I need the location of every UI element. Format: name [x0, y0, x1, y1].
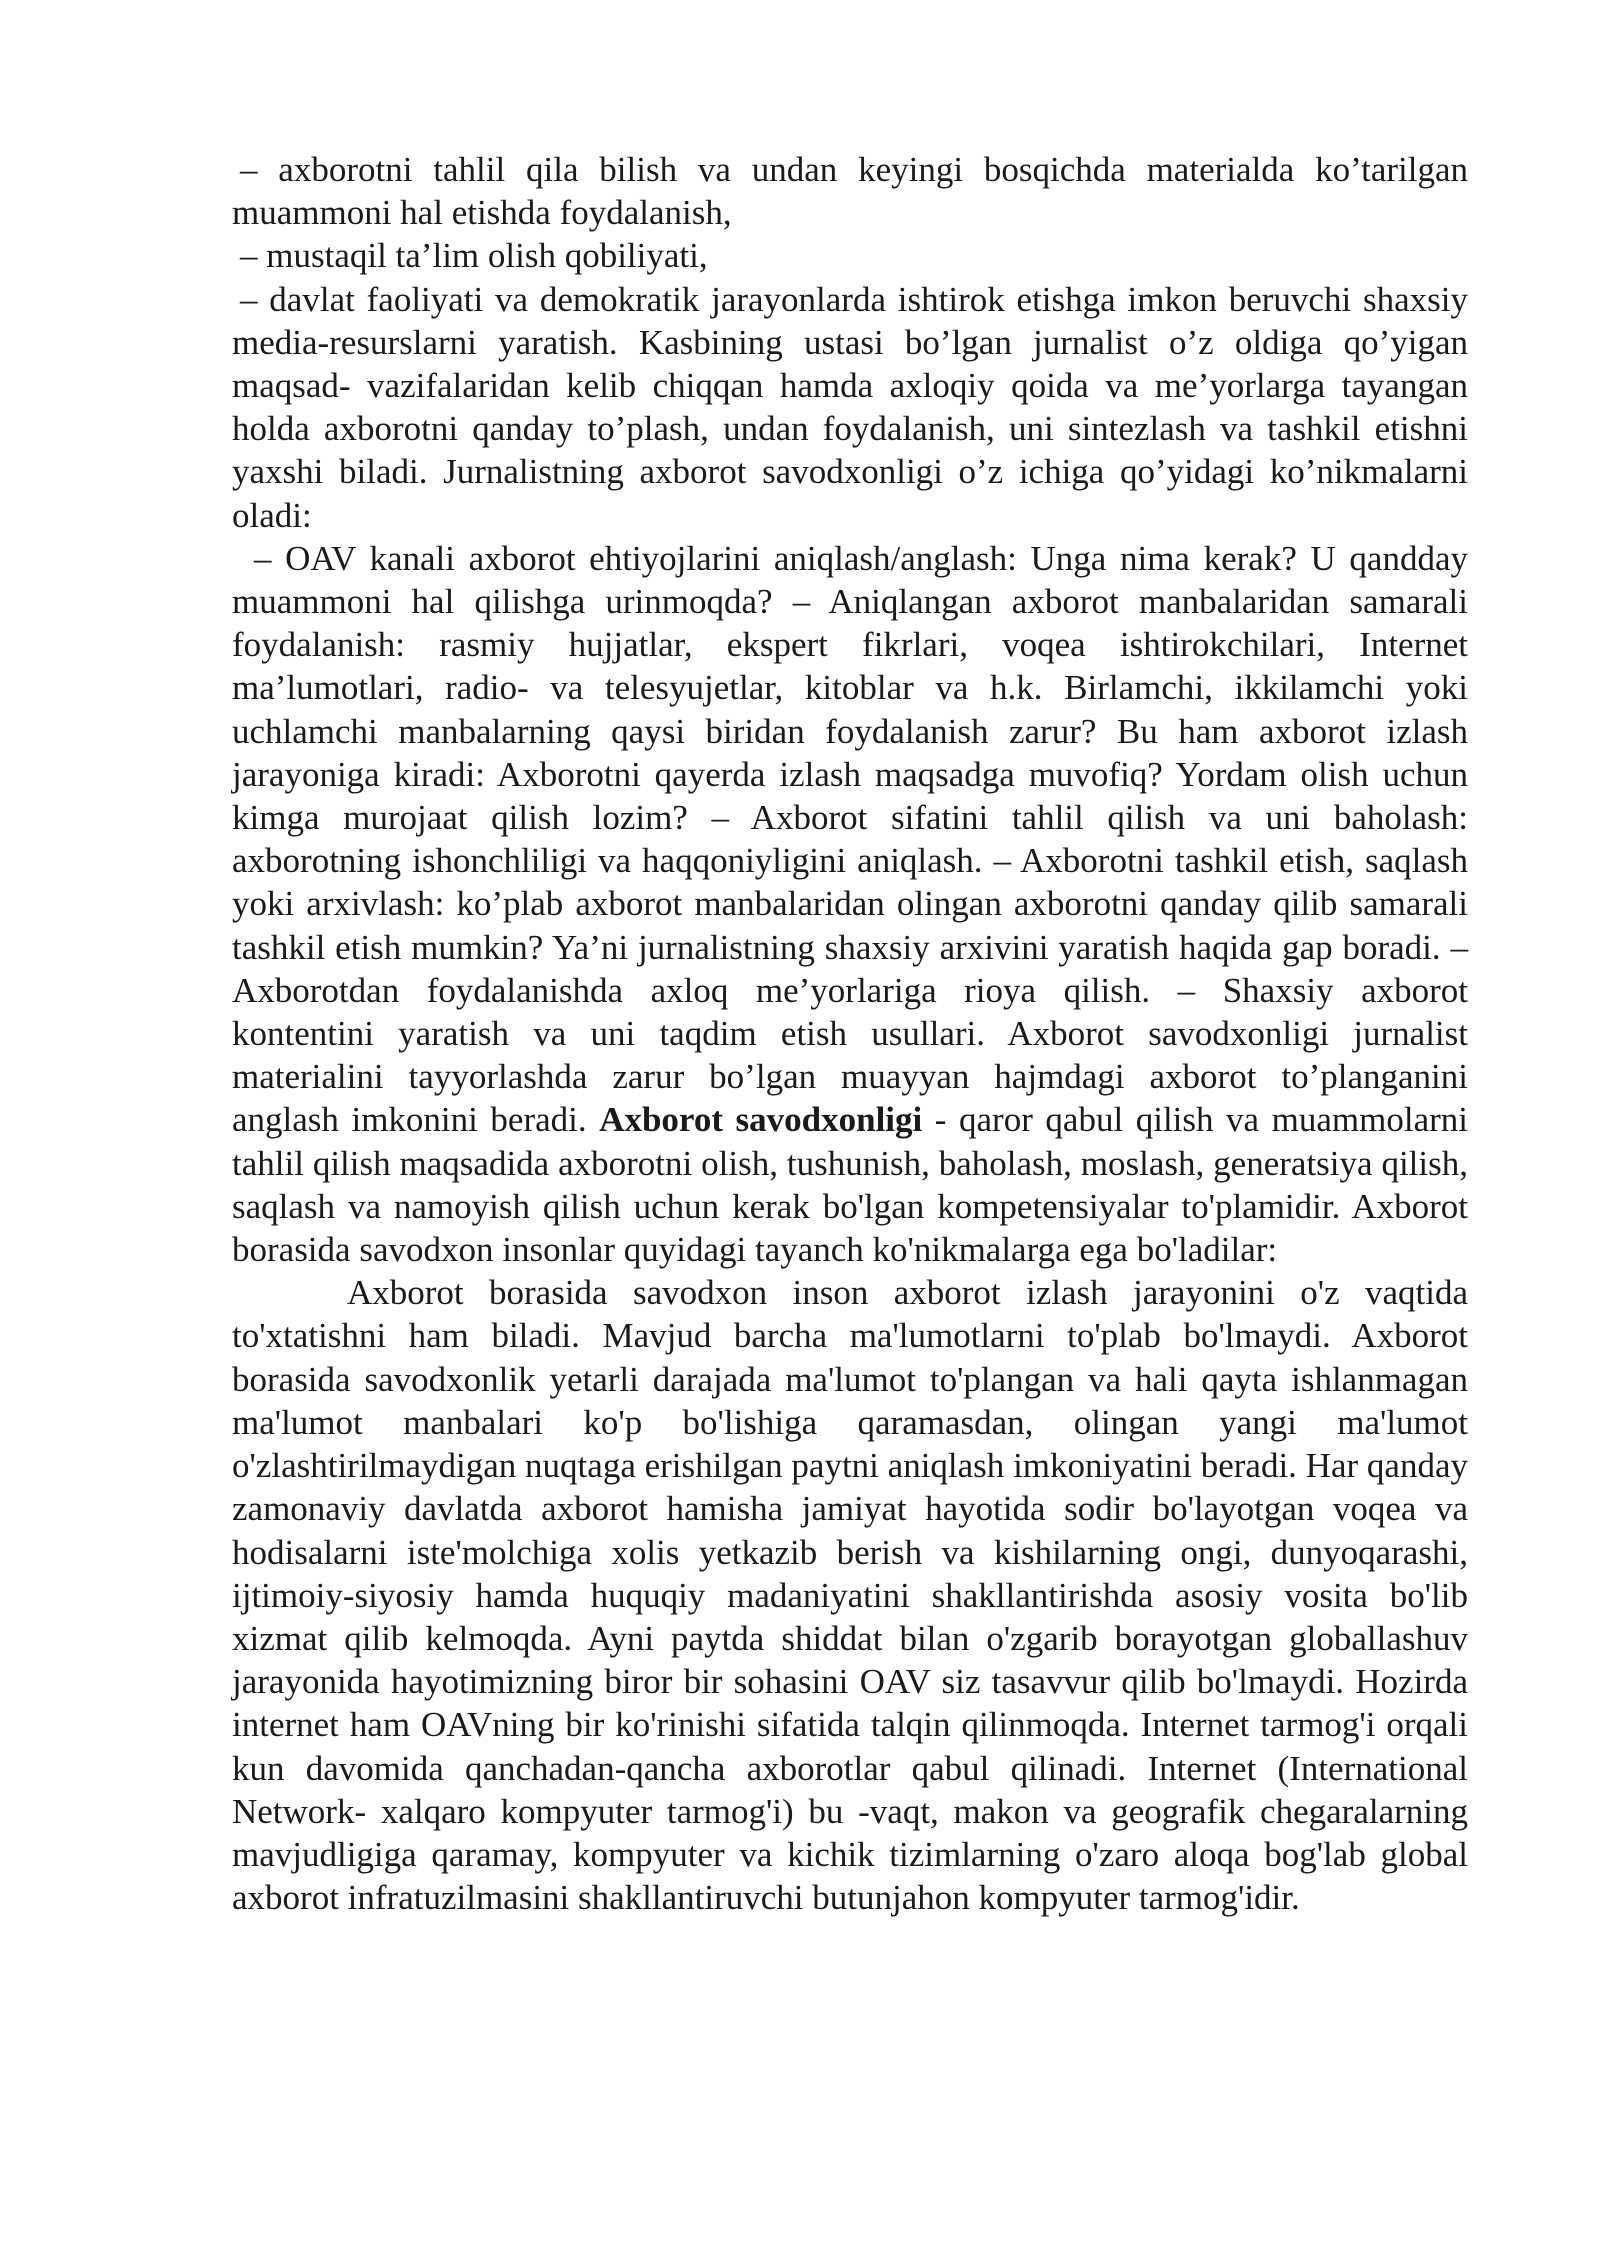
paragraph-3: – davlat faoliyati va demokratik jarayonlarda ishtirok etishga imkon beruvchi shaxsiy media-resurslarni yaratish. Kasbining ustasi bo’lgan jurnalist o’z oldiga qo’yigan maqsad- vazifalaridan kelib chiqqan hamda axloqiy qoida va me’yorlarga tayangan holda axborotni qanday to’plash, undan foydalanish, uni sintezlash va tashkil etishni yaxshi biladi. Jurnalistning axborot savodxonligi o’z ichiga qo’yidagi ko’nikmalarni oladi: — [232, 279, 1468, 535]
term-axborot-savodxonligi: Axborot savodxonligi — [599, 1100, 923, 1140]
paragraph-4-tail: - qaror qabul qilish va muammolarni tahlil qilish maqsadida axborotni olish, tushunish, baholash, moslash, generatsiya qilish, saqlash va namoyish qilish uchun kerak bo'lgan kompetensiyalar to'plamidir. Axborot borasida savodxon insonlar quyidagi tayanch ko'nikmalarga ega bo'ladilar: — [232, 1100, 1468, 1270]
paragraph-2: – mustaqil ta’lim olish qobiliyati, — [240, 236, 708, 276]
paragraph-1: – axborotni tahlil qila bilish va undan keyingi bosqichda materialda ko’tarilgan muammoni hal etishda foydalanish, — [232, 150, 1468, 233]
paragraph-4 — [232, 537, 1468, 1271]
paragraph-4-text: – OAV kanali axborot ehtiyojlarini aniqlash/anglash: Unga nima kerak? U qandday muammoni hal qilishga urinmoqda? – Aniqlangan axborot manbalaridan samarali foydalanish: rasmiy hujjatlar, ekspert fikrlari, voqea ishtirokchilari, Internet ma’lumotlari, radio- va telesyujetlar, kitoblar va h.k. Birlamchi, ikkilamchi yoki uchlamchi manbalarning qaysi biridan foydalanish zarur? Bu ham axborot izlash jarayoniga kiradi: Axborotni qayerda izlash maqsadga muvofiq? Yordam olish uchun kimga murojaat qilish lozim? – Axborot sifatini tahlil qilish va uni baholash: axborotning ishonchliligi va haqqoniyligini aniqlash. – Axborotni tashkil etish, saqlash yoki arxivlash: ko’plab axborot manbalaridan olingan axborotni qanday qilib samarali tashkil etish mumkin? Ya’ni jurnalistning shaxsiy arxivini yaratish haqida gap boradi. – Axborotdan foydalanishda axloq me’yorlariga rioya qilish. – Shaxsiy axborot kontentini yaratish va uni taqdim etish usullari. Axborot savodxonligi jurnalist materialini tayyorlashda zarur bo’lgan muayyan hajmdagi axborot to’planganini anglash imkonini beradi. — [232, 538, 1468, 1140]
document-page — [232, 148, 1468, 1919]
paragraph-5: Axborot borasida savodxon inson axborot izlash jarayonini o'z vaqtida to'xtatishni ham biladi. Mavjud barcha ma'lumotlarni to'plab bo'lmaydi. Axborot borasida savodxonlik yetarli darajada ma'lumot to'plangan va hali qayta ishlanmagan ma'lumot manbalari ko'p bo'lishiga qaramasdan, olingan yangi ma'lumot o'zlashtirilmaydigan nuqtaga erishilgan paytni aniqlash imkoniyatini beradi. Har qanday zamonaviy davlatda axborot hamisha jamiyat hayotida sodir bo'layotgan voqea va hodisalarni iste'molchiga xolis yetkazib berish va kishilarning ongi, dunyoqarashi, ijtimoiy-siyosiy hamda huquqiy madaniyatini shakllantirishda asosiy vosita bo'lib xizmat qilib kelmoqda. Ayni paytda shiddat bilan o'zgarib borayotgan globallashuv jarayonida hayotimizning biror bir sohasini OAV siz tasavvur qilib bo'lmaydi. Hozirda internet ham OAVning bir ko'rinishi sifatida talqin qilinmoqda. Internet tarmog'i orqali kun davomida qanchadan-qancha axborotlar qabul qilinadi. Internet (International Network- xalqaro kompyuter tarmog'i) bu -vaqt, makon va geografik chegaralarning mavjudligiga qaramay, kompyuter va kichik tizimlarning o'zaro aloqa bog'lab global axborot infratuzilmasini shakllantiruvchi butunjahon kompyuter tarmog'idir. — [232, 1273, 1468, 1918]
